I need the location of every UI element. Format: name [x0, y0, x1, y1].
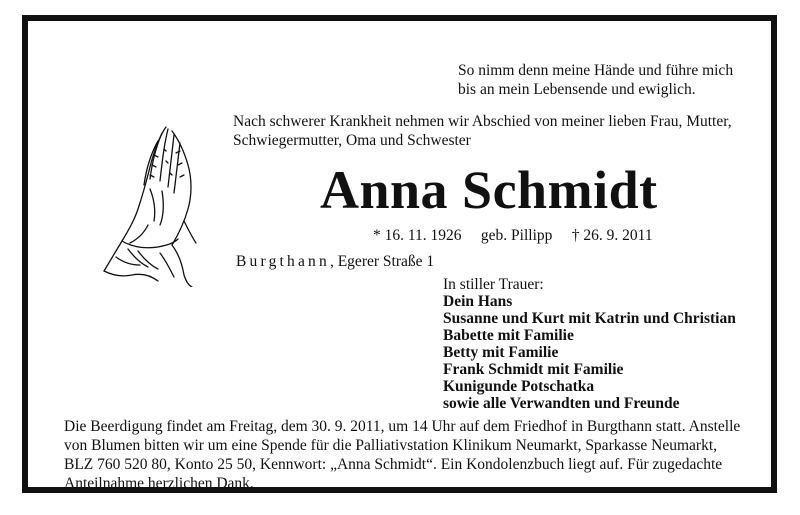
obituary-notice: [22, 15, 777, 493]
mourner-name: Kunigunde Potschatka: [443, 378, 595, 395]
mourner-name: Frank Schmidt mit Familie: [443, 361, 624, 378]
address-street: , Egerer Straße 1: [329, 253, 435, 270]
mourner-name: Babette mit Familie: [443, 327, 574, 344]
life-dates: * 16. 11. 1926 geb. Pillipp † 26. 9. 2011: [373, 227, 653, 244]
deceased-name: Anna Schmidt: [320, 160, 658, 220]
funeral-details: Die Beerdigung findet am Freitag, dem 30. 9. 2011, um 14 Uhr auf dem Friedhof in Burgthann statt. Anstelle von Blumen bitten wir um eine Spende für die Palliativstation Klinikum Neumarkt, Sparkasse Neumarkt, BLZ 760 520 80, Konto 25 50, Kennwort: „Anna Schmidt“. Ein Kondolenzbuch liegt auf. Für zugedachte Anteilnahme herzlichen Dank.: [64, 418, 741, 492]
mourner-name: Betty mit Familie: [443, 344, 559, 361]
mourners-block: [443, 276, 783, 412]
mourner-name: Dein Hans: [443, 293, 513, 310]
mourner-name: Susanne und Kurt mit Katrin und Christian: [443, 310, 736, 327]
praying-hands-icon: [88, 125, 208, 287]
address: [236, 252, 536, 271]
address-city: Burgthann: [236, 253, 330, 270]
mourners-list: [443, 293, 783, 412]
intro-text: Nach schwerer Krankheit nehmen wir Abschied von meiner lieben Frau, Mutter, Schwiegermutter, Oma und Schwester: [233, 113, 732, 149]
mourners-heading: In stiller Trauer:: [443, 276, 544, 293]
mourner-name: sowie alle Verwandten und Freunde: [443, 395, 680, 412]
verse: So nimm denn meine Hände und führe mich bis an mein Lebensende und ewiglich.: [458, 62, 734, 98]
